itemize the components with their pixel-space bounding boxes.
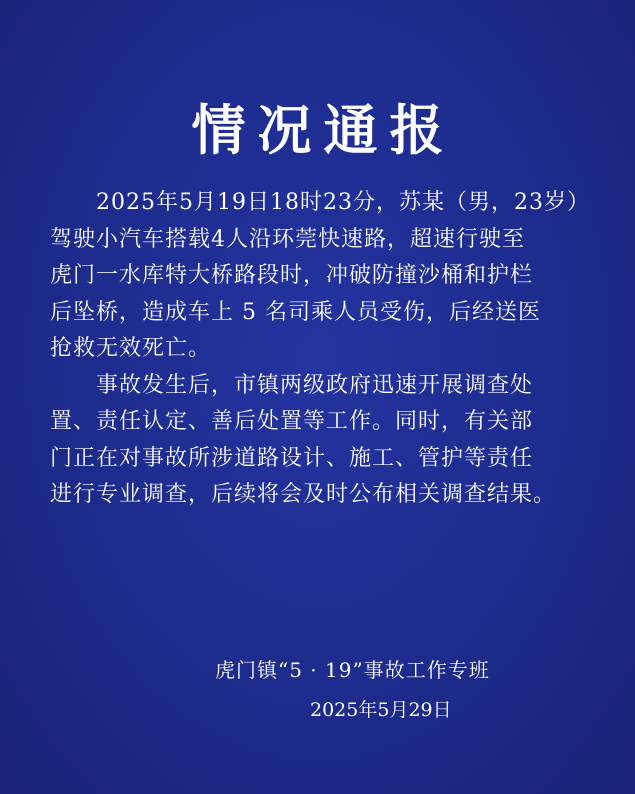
paragraph-line: 驾驶小汽车搭载4人沿环莞快速路，超速行驶至 xyxy=(50,226,525,252)
notice-body xyxy=(50,185,600,514)
paragraph-incident xyxy=(50,185,600,368)
signature-block xyxy=(215,650,555,730)
notice-title: 情况通报 xyxy=(191,99,456,162)
paragraph-response xyxy=(50,368,600,514)
paragraph-line: 2025年5月19日18时23分，苏某（男，23岁） xyxy=(96,190,590,215)
signature-date: 2025年5月29日 xyxy=(310,699,452,721)
paragraph-line: 置、责任认定、善后处置等工作。同时，有关部 xyxy=(50,409,534,434)
paragraph-line: 进行专业调查，后续将会及时公布相关调查结果。 xyxy=(50,482,557,507)
paragraph-line: 门正在对事故所涉道路设计、施工、管护等责任 xyxy=(50,445,534,471)
paragraph-line: 虎门一水库特大桥路段时，冲破防撞沙桶和护栏 xyxy=(50,263,534,288)
paragraph-line: 后坠桥，造成车上 5 名司乘人员受伤，后经送医 xyxy=(50,299,541,325)
paragraph-line: 事故发生后，市镇两级政府迅速开展调查处 xyxy=(96,372,534,398)
signature-organization: 虎门镇“5 · 19”事故工作专班 xyxy=(215,658,490,682)
paragraph-line: 抢救无效死亡。 xyxy=(50,336,212,361)
